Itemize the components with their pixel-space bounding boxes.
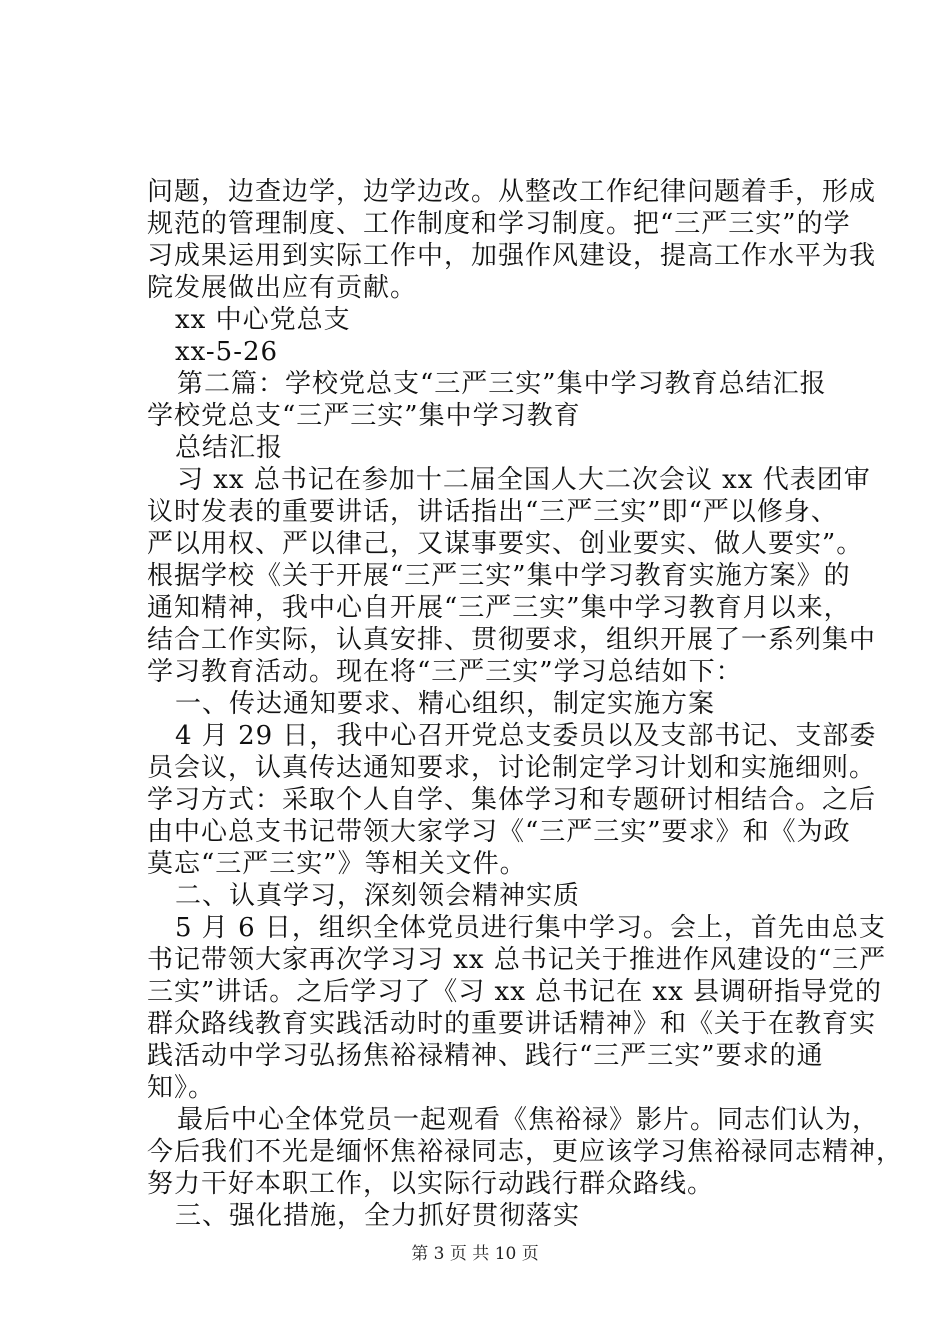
page-number-footer: 第 3 页 共 10 页 <box>411 1244 539 1264</box>
body-text-line: 结合工作实际，认真安排、贯彻要求，组织开展了一系列集中 <box>147 625 877 655</box>
body-text-line: 今后我们不光是缅怀焦裕禄同志，更应该学习焦裕禄同志精神， <box>147 1137 904 1167</box>
body-text-line: 院发展做出应有贡献。 <box>147 273 418 303</box>
body-text-line: 学习方式：采取个人自学、集体学习和专题研讨相结合。之后 <box>147 785 877 815</box>
subsection-heading-1: 一、传达通知要求、精心组织，制定实施方案 <box>175 689 716 719</box>
body-text-line: 习成果运用到实际工作中，加强作风建设，提高工作水平为我 <box>147 241 877 271</box>
body-text-line: 三实”讲话。之后学习了《习 xx 总书记在 xx 县调研指导党的 <box>147 977 883 1007</box>
body-text-line: 议时发表的重要讲话，讲话指出“三严三实”即“严以修身、 <box>147 497 838 527</box>
body-text-line: 习 xx 总书记在参加十二届全国人大二次会议 xx 代表团审 <box>177 465 871 495</box>
body-text-line: 规范的管理制度、工作制度和学习制度。把“三严三实”的学 <box>147 209 851 239</box>
document-title: 学校党总支“三严三实”集中学习教育 <box>147 401 581 431</box>
signature-date: xx-5-26 <box>175 337 279 367</box>
body-text-line: 严以用权、严以律己，又谋事要实、创业要实、做人要实”。 <box>147 529 864 559</box>
section-heading: 第二篇：学校党总支“三严三实”集中学习教育总结汇报 <box>177 369 827 399</box>
body-text-line: 5 月 6 日，组织全体党员进行集中学习。会上，首先由总支 <box>175 913 886 943</box>
body-text-line: 通知精神，我中心自开展“三严三实”集中学习教育月以来， <box>147 593 851 623</box>
body-text-line: 践活动中学习弘扬焦裕禄精神、践行“三严三实”要求的通 <box>147 1041 824 1071</box>
body-text-line: 群众路线教育实践活动时的重要讲话精神》和《关于在教育实 <box>147 1009 877 1039</box>
subsection-heading-3: 三、强化措施，全力抓好贯彻落实 <box>175 1201 581 1231</box>
body-text-line: 莫忘“三严三实”》等相关文件。 <box>147 849 527 879</box>
body-text-line: 员会议，认真传达通知要求，讨论制定学习计划和实施细则。 <box>147 753 877 783</box>
body-text-line: 4 月 29 日，我中心召开党总支委员以及支部书记、支部委 <box>175 721 877 751</box>
body-text-line: 学习教育活动。现在将“三严三实”学习总结如下： <box>147 657 743 687</box>
body-text-line: 最后中心全体党员一起观看《焦裕禄》影片。同志们认为， <box>177 1105 880 1135</box>
body-text-line: 由中心总支书记带领大家学习《“三严三实”要求》和《为政 <box>147 817 851 847</box>
signature-organization: xx 中心党总支 <box>175 305 351 335</box>
subsection-heading-2: 二、认真学习，深刻领会精神实质 <box>175 881 581 911</box>
body-text-line: 根据学校《关于开展“三严三实”集中学习教育实施方案》的 <box>147 561 851 591</box>
body-text-line: 知》。 <box>147 1073 216 1103</box>
body-text-line: 努力干好本职工作，以实际行动践行群众路线。 <box>147 1169 715 1199</box>
body-text-line: 书记带领大家再次学习习 xx 总书记关于推进作风建设的“三严 <box>147 945 887 975</box>
document-title-continued: 总结汇报 <box>175 433 284 463</box>
body-text-line: 问题，边查边学，边学边改。从整改工作纪律问题着手，形成 <box>147 177 877 207</box>
